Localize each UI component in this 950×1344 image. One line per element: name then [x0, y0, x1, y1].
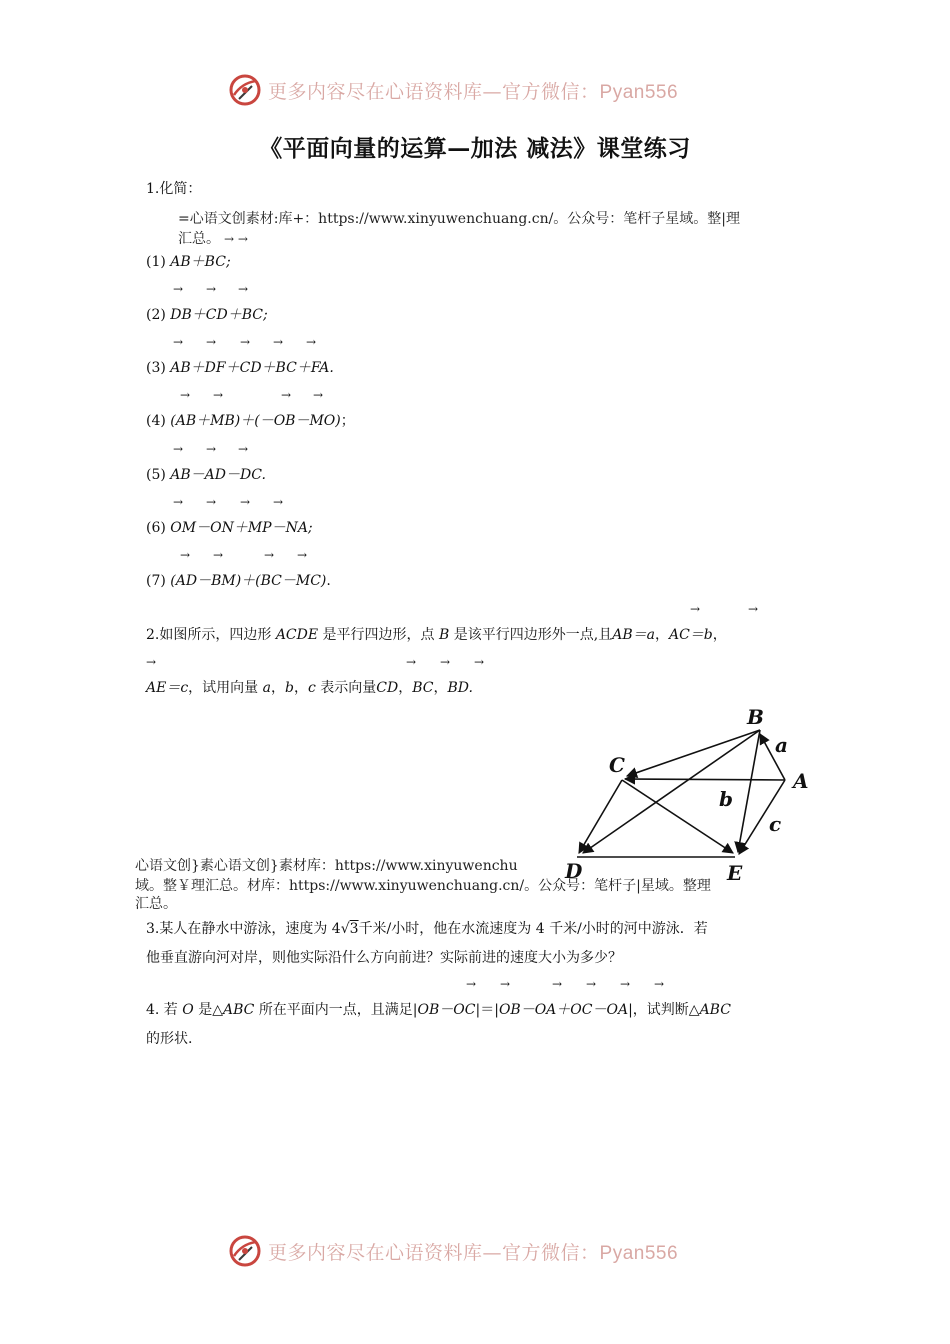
top-banner — [228, 73, 678, 107]
q3-line-2: 他垂直游向河对岸，则他实际沿什么方向前进？实际前进的速度大小为多少？ — [146, 950, 622, 966]
vector-arrows-row: → → → — [173, 282, 249, 296]
watermark-mid-line-1: 心语文创}素心语文创}素材库：https://www.xinyuwenchu — [135, 858, 518, 874]
label-C: C — [609, 753, 625, 777]
label-B: B — [747, 705, 764, 729]
q1-item-5: (5) AB－AD－DC. — [146, 467, 266, 483]
vector-CE — [622, 780, 733, 853]
q4-line-1: 4. 若 O 是△ABC 所在平面内一点，且满足|OB－OC|＝|OB－OA＋OC－OA|，试判断△ABC — [146, 1002, 731, 1018]
q1-item-6: (6) OM－ON＋MP－NA; — [146, 520, 313, 536]
vector-arrows-row: → → → → — [180, 548, 308, 562]
q1-item-4: (4) (AB＋MB)＋(－OB－MO)； — [146, 413, 355, 429]
label-c: c — [769, 812, 782, 836]
brand-logo-icon — [228, 1234, 262, 1268]
q2-line-2: AE＝c，试用向量 a，b，c 表示向量CD，BC，BD. — [146, 680, 473, 696]
brand-logo-icon — [228, 73, 262, 107]
vector-arrows-row: → → → → → → — [466, 977, 665, 991]
vector-arrows-row: → → — [690, 602, 759, 616]
q4-line-2: 的形状. — [146, 1031, 193, 1047]
page-title: 《平面向量的运算—加法 减法》课堂练习 — [259, 135, 691, 162]
banner-text: 更多内容尽在心语资料库—官方微信：Pyan556 — [268, 80, 679, 103]
vector-BE — [738, 730, 760, 852]
vector-arrows-row: → → → → — [180, 388, 324, 402]
vector-BC — [627, 730, 760, 776]
q1-item-3: (3) AB＋DF＋CD＋BC＋FA. — [146, 360, 334, 376]
vector-CD — [579, 780, 622, 853]
vector-arrows-row: → → → → — [146, 655, 485, 669]
sqrt-symbol: √ — [340, 921, 350, 937]
label-E: E — [727, 861, 743, 885]
watermark-line-1: =心语文创素材:库+：https://www.xinyuwenchuang.cn/。公众号：笔杆子星域。整|理 — [178, 211, 741, 227]
label-b: b — [719, 787, 733, 811]
q1-heading: 1.化简： — [146, 181, 202, 197]
q1-item-7: (7) (AD－BM)＋(BC－MC). — [146, 573, 331, 589]
vector-arrows-row: → → → — [173, 442, 249, 456]
banner-text: 更多内容尽在心语资料库—官方微信：Pyan556 — [268, 1241, 679, 1264]
vector-arrows-row: → → → → → — [173, 335, 317, 349]
vector-AC — [625, 779, 785, 780]
vector-BD — [583, 730, 760, 853]
bottom-banner — [228, 1234, 678, 1268]
watermark-mid-line-2: 域。整￥理汇总。材库：https://www.xinyuwenchuang.cn/。公众号：笔杆子|星域。整理 — [135, 878, 711, 894]
q3-line-1: 3.某人在静水中游泳，速度为 4√3千米/小时，他在水流速度为 4 千米/小时的河中游泳．若 — [146, 921, 708, 937]
label-A: A — [793, 769, 809, 793]
watermark-line-2: 汇总。 → → — [178, 231, 248, 247]
watermark-mid-line-3: 汇总。 — [135, 896, 177, 912]
vector-arrows-row: → → → → — [173, 495, 284, 509]
label-a: a — [775, 733, 788, 757]
q1-item-2: (2) DB＋CD＋BC; — [146, 307, 268, 323]
q1-item-1: (1) AB＋BC; — [146, 254, 231, 270]
parallelogram-figure — [555, 700, 820, 890]
label-D: D — [565, 859, 583, 883]
q2-line-1: 2.如图所示，四边形 ACDE 是平行四边形，点 B 是该平行四边形外一点,且AB＝a，AC＝b， — [146, 627, 727, 643]
